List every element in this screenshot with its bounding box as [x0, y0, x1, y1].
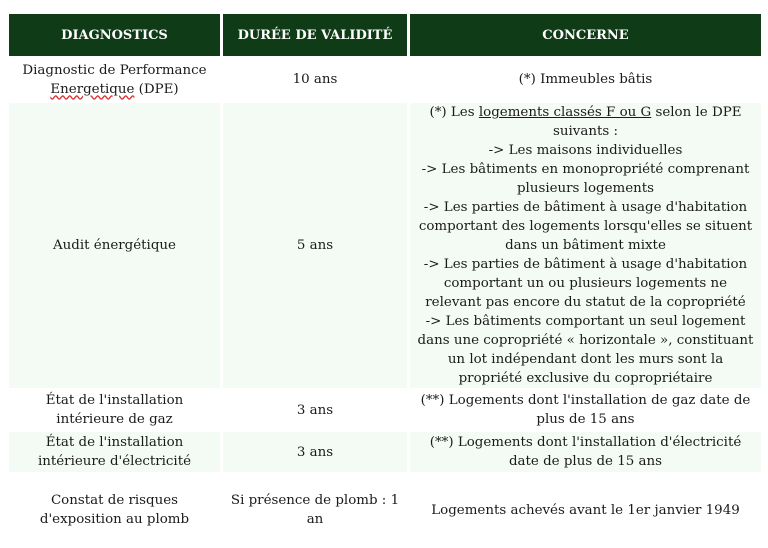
concerns-item: -> Les bâtiments comportant un seul logement dans une copropriété « horizontale », constituant un lot indépendant dont les murs sont la propriété exclusive du copropriétaire: [417, 314, 754, 386]
concerns-item: -> Les bâtiments en monopropriété comprenant plusieurs logements: [421, 162, 750, 196]
cell-validity: 3 ans: [223, 432, 407, 472]
diagnostic-name-misspelled-word: Energetique: [50, 81, 135, 97]
header-row: [9, 14, 761, 56]
diagnostic-name-line1: État de l'installation: [45, 393, 184, 408]
cell-diagnostic-name: [9, 432, 220, 472]
concerns-intro-text-end: selon le DPE suivants :: [553, 105, 742, 139]
diagnostics-table: [6, 14, 764, 548]
table-row-lead: [9, 472, 761, 548]
concerns-intro: [414, 103, 757, 141]
cell-concerns: Logements achevés avant le 1er janvier 1949: [410, 472, 761, 548]
diagnostic-name-line1: Constat de risques: [50, 493, 179, 508]
table-row-dpe: [9, 56, 761, 103]
cell-concerns: (**) Logements dont l'installation d'électricité date de plus de 15 ans: [410, 432, 761, 472]
concerns-item: -> Les parties de bâtiment à usage d'habitation comportant un ou plusieurs logements ne relevant pas encore du statut de la copropriété: [423, 257, 748, 310]
cell-diagnostic-name: [9, 56, 220, 103]
cell-diagnostic-name: [9, 388, 220, 432]
header-diagnostics: DIAGNOSTICS: [9, 14, 220, 56]
cell-concerns: (**) Logements dont l'installation de gaz date de plus de 15 ans: [410, 388, 761, 432]
concerns-intro-link[interactable]: logements classés F ou G: [478, 105, 652, 120]
concerns-item: -> Les parties de bâtiment à usage d'habitation comportant des logements lorsqu'elles se situent dans un bâtiment mixte: [418, 200, 753, 253]
cell-validity: 10 ans: [223, 56, 407, 103]
cell-concerns: [410, 103, 761, 388]
table-row-audit: [9, 103, 761, 388]
diagnostic-name-line2: (DPE): [134, 81, 179, 97]
header-concerns: CONCERNE: [410, 14, 761, 56]
diagnostic-name-line1: Diagnostic de Performance: [22, 62, 207, 78]
cell-validity: 3 ans: [223, 388, 407, 432]
concerns-intro-text: (*) Les: [429, 105, 479, 120]
concerns-item: -> Les maisons individuelles: [488, 143, 683, 158]
cell-validity: Si présence de plomb : 1 an: [223, 472, 407, 548]
diagnostics-table-container: [9, 14, 761, 548]
cell-diagnostic-name: Audit énergétique: [9, 103, 220, 388]
header-validity: DURÉE DE VALIDITÉ: [223, 14, 407, 56]
cell-validity: 5 ans: [223, 103, 407, 388]
table-row-electricity: [9, 432, 761, 472]
cell-concerns: (*) Immeubles bâtis: [410, 56, 761, 103]
diagnostic-name-line2: d'exposition au plomb: [39, 512, 190, 527]
diagnostic-name-line2: intérieure de gaz: [56, 412, 173, 427]
table-row-gas: [9, 388, 761, 432]
cell-diagnostic-name: [9, 472, 220, 548]
diagnostic-name-line1: État de l'installation: [45, 435, 184, 450]
diagnostic-name-line2: intérieure d'électricité: [37, 454, 192, 469]
